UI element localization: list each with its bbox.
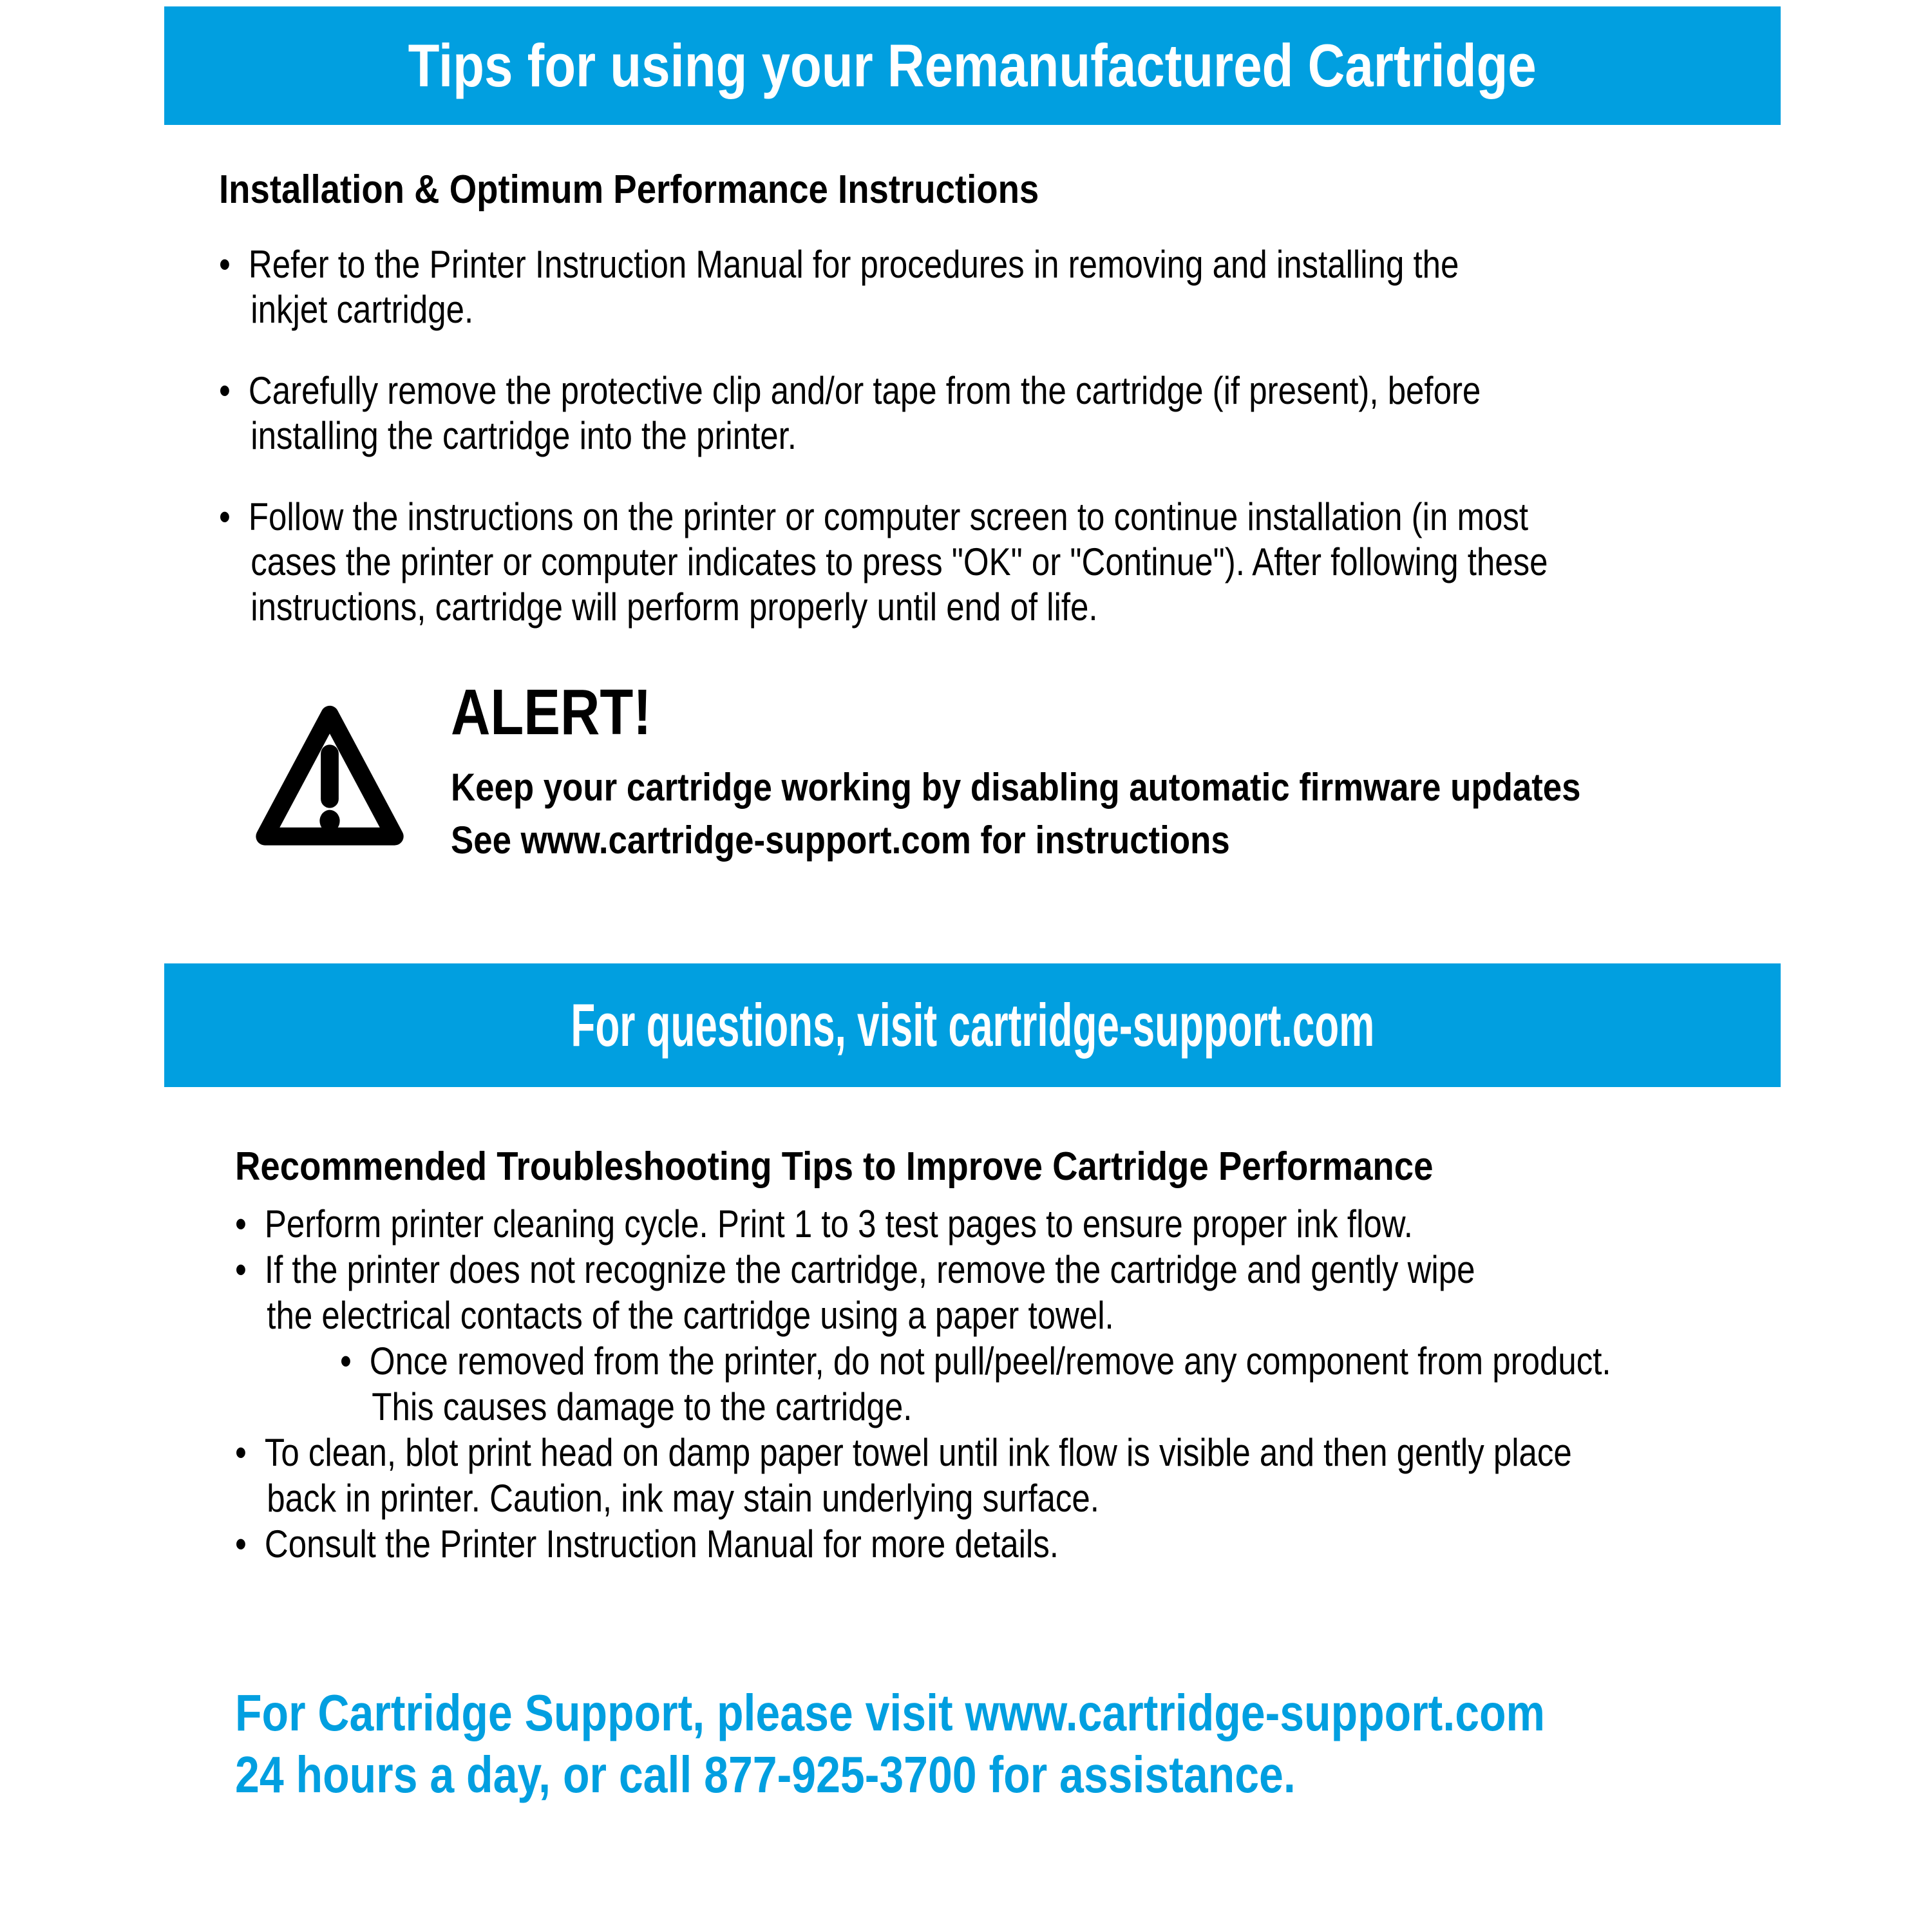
bullet-line: • Carefully remove the protective clip and/or tape from the cartridge (if present), before <box>219 369 1481 412</box>
troubleshooting-section <box>235 1143 1922 1567</box>
support-note-line: 24 hours a day, or call 877-925-3700 for assistance. <box>235 1746 1296 1803</box>
bullet-line-cont: back in printer. Caution, ink may stain underlying surface. <box>267 1477 1099 1520</box>
bullet-line: • To clean, blot print head on damp paper towel until ink flow is visible and then gently place <box>235 1431 1572 1474</box>
list-item <box>219 368 1906 459</box>
bullet-icon: • <box>235 1248 247 1291</box>
bullet-line-cont: the electrical contacts of the cartridge using a paper towel. <box>267 1294 1114 1337</box>
troubleshooting-list <box>235 1201 1922 1567</box>
banner-questions-title: For questions, visit cartridge-support.com <box>571 991 1374 1059</box>
bullet-line-cont: cases the printer or computer indicates to press "OK" or "Continue"). After following these <box>251 540 1548 583</box>
troubleshooting-heading: Recommended Troubleshooting Tips to Improve Cartridge Performance <box>235 1144 1434 1189</box>
banner-tips <box>164 6 1781 125</box>
alert-title: ALERT! <box>451 676 652 748</box>
bullet-line: • Perform printer cleaning cycle. Print 1 to 3 test pages to ensure proper ink flow. <box>235 1202 1413 1245</box>
banner-questions <box>164 963 1781 1087</box>
alert-line: Keep your cartridge working by disabling automatic firmware updates <box>451 766 1581 809</box>
bullet-line: • Consult the Printer Instruction Manual for more details. <box>235 1522 1059 1566</box>
bullet-icon: • <box>235 1431 247 1474</box>
bullet-line-cont: inkjet cartridge. <box>251 288 474 331</box>
installation-heading: Installation & Optimum Performance Instructions <box>219 167 1039 212</box>
support-note <box>235 1682 1845 1806</box>
bullet-icon: • <box>219 369 231 412</box>
bullet-line: • Refer to the Printer Instruction Manual for procedures in removing and installing the <box>219 243 1459 286</box>
bullet-line: • Follow the instructions on the printer or computer screen to continue installation (in most <box>219 495 1529 538</box>
bullet-icon: • <box>235 1522 247 1566</box>
bullet-icon: • <box>219 495 231 538</box>
sub-bullet-line-cont: This causes damage to the cartridge. <box>372 1385 913 1428</box>
bullet-line-cont: instructions, cartridge will perform properly until end of life. <box>251 585 1098 629</box>
bullet-icon: • <box>219 243 231 286</box>
banner-tips-title: Tips for using your Remanufactured Cartridge <box>408 32 1537 99</box>
list-item <box>219 242 1906 332</box>
bullet-line: • If the printer does not recognize the cartridge, remove the cartridge and gently wipe <box>235 1248 1475 1291</box>
sub-bullet-line: • Once removed from the printer, do not pull/peel/remove any component from product. <box>340 1340 1611 1383</box>
bullet-icon: • <box>340 1340 352 1383</box>
bullet-icon: • <box>235 1202 247 1245</box>
alert-texts <box>451 676 1735 867</box>
warning-triangle-icon <box>243 697 416 859</box>
support-note-line: For Cartridge Support, please visit www.cartridge-support.com <box>235 1684 1546 1741</box>
alert-line: See www.cartridge-support.com for instructions <box>451 819 1230 862</box>
bullet-line-cont: installing the cartridge into the printer. <box>251 414 797 457</box>
installation-section <box>219 166 1906 630</box>
list-item <box>219 495 1906 630</box>
